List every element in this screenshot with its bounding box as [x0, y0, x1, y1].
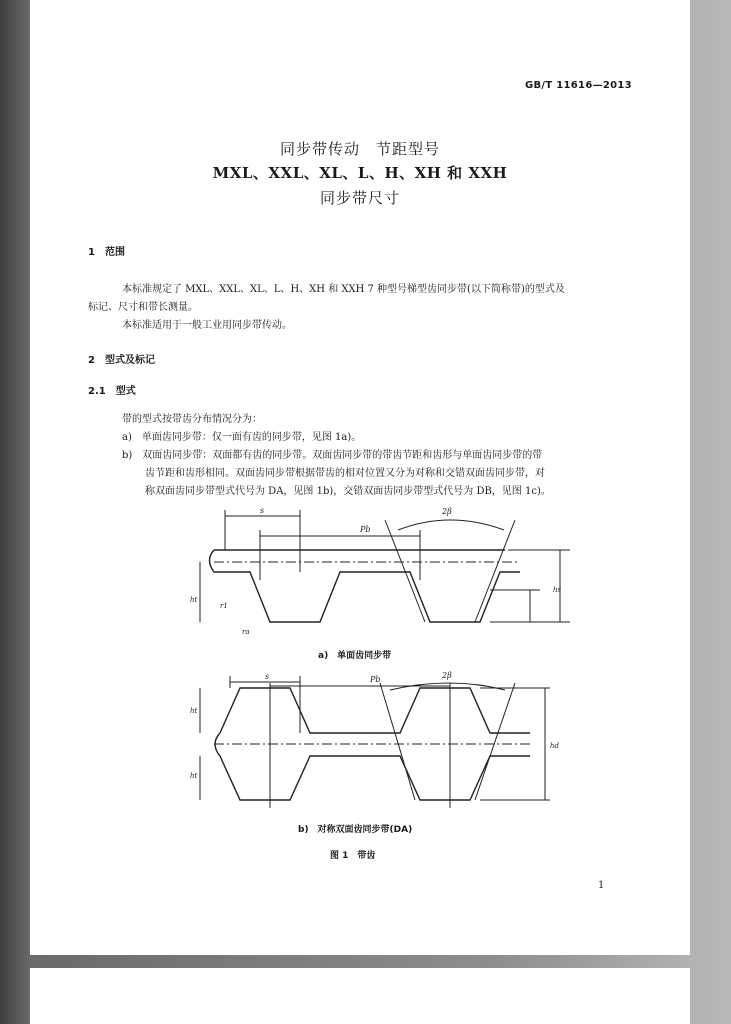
extension-lines [225, 510, 570, 622]
dim-label-ht-top: ht [190, 707, 198, 715]
page-number: 1 [598, 880, 605, 891]
extension-lines [230, 676, 550, 808]
dim-label-hd: hd [550, 742, 559, 750]
figure-1b-caption: b) 对称双面齿同步带(DA) [298, 825, 413, 835]
list-item-b-line-3: 称双面齿同步带型式代号为 DA，见图 1b)，交错双面齿同步带型式代号为 DB，见图 1c)。 [145, 486, 551, 497]
section-1-para-2: 本标准适用于一般工业用同步带传动。 [122, 320, 292, 331]
figure-1a-caption: a) 单面齿同步带 [318, 651, 392, 661]
title-line-1: 同步带传动 节距型号 [279, 140, 440, 158]
dim-label-ht-bottom: ht [190, 772, 198, 780]
belt-outline-top [220, 688, 530, 733]
dim-label-pb: Pb [370, 675, 381, 684]
section-1-para-1-line-1: 本标准规定了 MXL、XXL、XL、L、H、XH 和 XXH 7 种型号梯型齿同步带(以下简称带)的型式及 [122, 284, 565, 295]
section-2-1-intro: 带的型式按带齿分布情况分为： [122, 414, 262, 425]
title-line-3: 同步带尺寸 [319, 189, 400, 207]
dim-label-2beta: 2β [442, 507, 452, 516]
standard-number: GB/T 11616—2013 [525, 80, 632, 91]
dim-label-pb: Pb [360, 525, 371, 534]
dim-label-s: s [260, 506, 265, 515]
dim-label-s: s [265, 672, 270, 681]
dim-label-r1: r1 [220, 602, 228, 610]
list-item-a: a) 单面齿同步带：仅一面有齿的同步带，见图 1a)。 [122, 432, 362, 443]
belt-outline-bottom [220, 756, 530, 800]
next-page [30, 968, 690, 1024]
figure-1a-single-sided-belt [170, 500, 560, 640]
title-line-2: MXL、XXL、XL、L、H、XH 和 XXH [212, 164, 508, 182]
angle-arc [398, 520, 504, 530]
belt-outline [210, 550, 521, 622]
angle-lines [385, 520, 515, 622]
figure-1b-double-sided-belt [170, 668, 560, 808]
dim-label-ht: ht [190, 596, 198, 604]
figure-title: 图 1 带齿 [330, 851, 376, 861]
dim-label-2beta: 2β [442, 671, 452, 680]
dim-label-ra: ra [242, 628, 250, 636]
section-2-1-heading: 2.1 型式 [88, 386, 136, 397]
dim-label-hs: hs [553, 586, 562, 594]
section-2-heading: 2 型式及标记 [88, 355, 155, 366]
list-item-b-line-1: b) 双面齿同步带：双面都有齿的同步带。双面齿同步带的带齿节距和齿形与单面齿同步带的带 [122, 450, 543, 461]
document-page [30, 0, 690, 955]
angle-lines [380, 683, 515, 800]
section-1-heading: 1 范围 [88, 247, 125, 258]
section-1-para-1-line-2: 标记、尺寸和带长测量。 [88, 302, 198, 313]
list-item-b-line-2: 齿节距和齿形相同。双面齿同步带根据带齿的相对位置又分为对称和交错双面齿同步带，对 [145, 468, 545, 479]
